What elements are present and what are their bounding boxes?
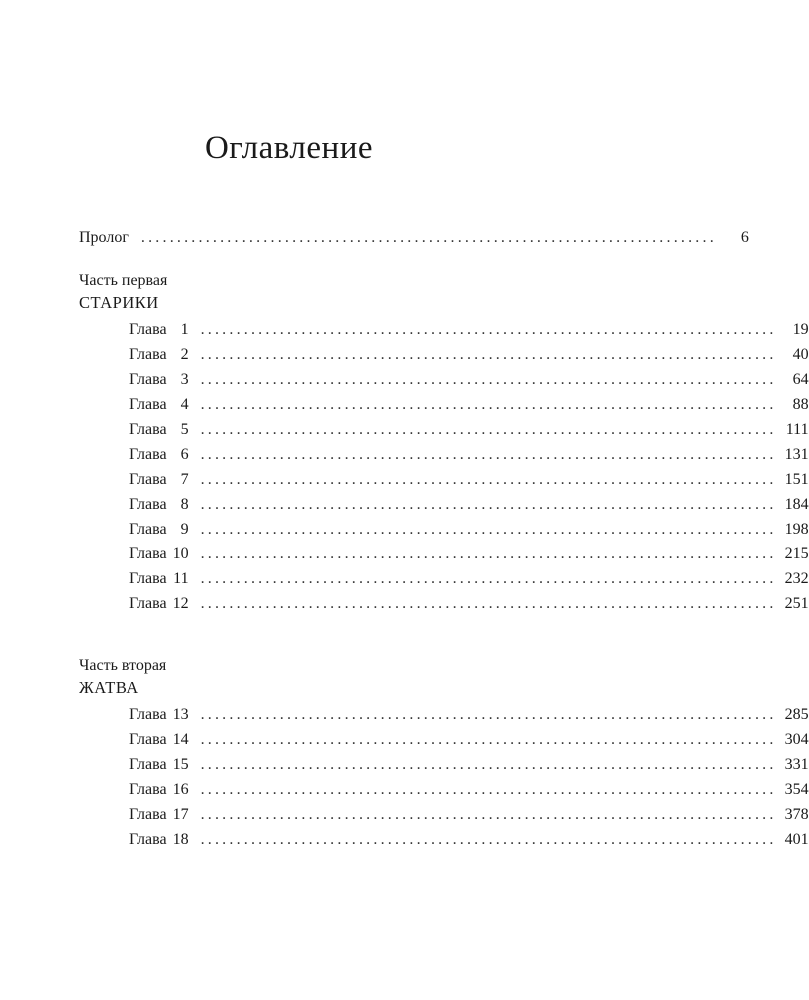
chapter-word: Глава <box>129 731 167 748</box>
toc-entry <box>129 756 809 776</box>
toc-entry <box>129 446 809 466</box>
chapter-word: Глава <box>129 806 167 823</box>
page-number: 111 <box>785 421 809 438</box>
chapter-word: Глава <box>129 831 167 848</box>
page-number: 151 <box>784 471 809 488</box>
page-number: 184 <box>784 496 809 513</box>
toc-entry <box>129 831 809 851</box>
chapter-word: Глава <box>129 595 167 612</box>
toc-entry <box>129 396 809 416</box>
entry-label: Пролог <box>79 229 129 246</box>
dot-leader: ................................................................................ <box>200 321 777 338</box>
toc-entry <box>129 371 809 391</box>
chapter-word: Глава <box>129 321 167 338</box>
chapter-word: Глава <box>129 521 167 538</box>
toc-entry <box>129 471 809 491</box>
chapter-word: Глава <box>129 496 167 513</box>
page-number: 232 <box>784 570 809 587</box>
page-number: 19 <box>792 321 809 338</box>
page-number: 64 <box>792 371 809 388</box>
page-number: 6 <box>740 229 749 246</box>
dot-leader: ................................................................................ <box>200 756 777 773</box>
page-number: 304 <box>784 731 809 748</box>
page-number: 331 <box>784 756 809 773</box>
toc-entry <box>129 706 809 726</box>
dot-leader: ................................................................................ <box>200 471 777 488</box>
chapter-word: Глава <box>129 570 167 587</box>
toc-entry <box>129 521 809 541</box>
toc-entry <box>129 321 809 341</box>
chapter-number: 3 <box>180 371 189 388</box>
page-number: 40 <box>792 346 809 363</box>
chapter-number: 1 <box>180 321 189 338</box>
chapter-number: 6 <box>180 446 189 463</box>
toc-entry <box>129 806 809 826</box>
chapter-word: Глава <box>129 371 167 388</box>
chapter-word: Глава <box>129 396 167 413</box>
chapter-number: 4 <box>180 396 189 413</box>
page-number: 198 <box>784 521 809 538</box>
toc-entry <box>129 595 809 615</box>
chapter-number: 15 <box>172 756 189 773</box>
part-label: Часть вторая <box>79 657 167 674</box>
page-number: 401 <box>784 831 809 848</box>
part-title: ЖАТВА <box>79 678 139 697</box>
page-number: 131 <box>784 446 809 463</box>
toc-entry <box>129 731 809 751</box>
toc-entry <box>129 421 809 441</box>
page-number: 285 <box>784 706 809 723</box>
chapter-number: 18 <box>172 831 189 848</box>
dot-leader: ................................................................................ <box>200 595 777 612</box>
toc-entry-prologue <box>79 229 749 249</box>
dot-leader: ................................................................................ <box>200 731 777 748</box>
page-number: 354 <box>784 781 809 798</box>
dot-leader: ................................................................................ <box>200 371 777 388</box>
page-number: 215 <box>784 545 809 562</box>
dot-leader: ................................................................................ <box>200 781 777 798</box>
chapter-number: 2 <box>180 346 189 363</box>
dot-leader: ................................................................................ <box>200 346 777 363</box>
toc-entry <box>129 781 809 801</box>
chapter-word: Глава <box>129 471 167 488</box>
chapter-word: Глава <box>129 346 167 363</box>
chapter-number: 10 <box>172 545 189 562</box>
dot-leader: ................................................................................ <box>200 570 777 587</box>
chapter-number: 16 <box>172 781 189 798</box>
dot-leader: ................................................................................ <box>200 706 777 723</box>
chapter-number: 12 <box>172 595 189 612</box>
dot-leader: ................................................................................ <box>200 496 777 513</box>
toc-entry <box>129 496 809 516</box>
dot-leader: ................................................................................ <box>200 545 777 562</box>
dot-leader: ................................................................................ <box>200 831 777 848</box>
chapter-number: 13 <box>172 706 189 723</box>
toc-entry <box>129 570 809 590</box>
chapter-number: 9 <box>180 521 189 538</box>
page-number: 88 <box>792 396 809 413</box>
chapter-number: 7 <box>180 471 189 488</box>
part-label: Часть первая <box>79 272 168 289</box>
chapter-word: Глава <box>129 421 167 438</box>
dot-leader: ................................................................................ <box>200 446 777 463</box>
chapter-number: 17 <box>172 806 189 823</box>
part-title: СТАРИКИ <box>79 293 159 312</box>
dot-leader: ................................................................................ <box>200 421 777 438</box>
page-number: 378 <box>784 806 809 823</box>
chapter-word: Глава <box>129 706 167 723</box>
page-title: Оглавление <box>204 130 374 167</box>
dot-leader: ................................................................................ <box>200 806 777 823</box>
chapter-word: Глава <box>129 446 167 463</box>
chapter-number: 14 <box>172 731 189 748</box>
toc-entry <box>129 545 809 565</box>
chapter-number: 5 <box>180 421 189 438</box>
chapter-number: 11 <box>173 570 189 587</box>
dot-leader: ................................................................................ <box>200 521 777 538</box>
dot-leader: ................................................................................ <box>140 229 717 246</box>
dot-leader: ................................................................................ <box>200 396 777 413</box>
chapter-number: 8 <box>180 496 189 513</box>
chapter-word: Глава <box>129 756 167 773</box>
page-number: 251 <box>784 595 809 612</box>
toc-entry <box>129 346 809 366</box>
chapter-word: Глава <box>129 781 167 798</box>
chapter-word: Глава <box>129 545 167 562</box>
